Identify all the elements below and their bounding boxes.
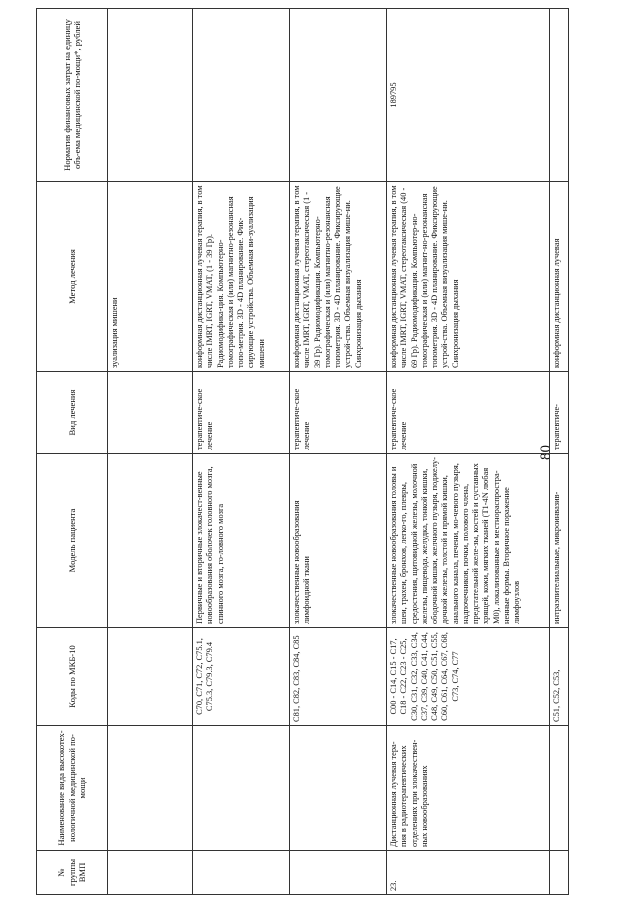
cell-name (108, 726, 193, 851)
cell-name (550, 726, 569, 851)
header-codes: Коды по МКБ-10 (37, 628, 108, 726)
cell-type: терапевтиче- (550, 372, 569, 454)
cell-type: терапевтиче-ское лечение (290, 372, 387, 454)
table-row (290, 9, 387, 895)
cell-codes (108, 628, 193, 726)
cell-name: Дистанционная лучевая тера-пия в радиотерапевтических отделениях при злокачествен-ных новообразованиях (387, 726, 550, 851)
cell-codes: C81, C82, C83, C84, C85 (290, 628, 387, 726)
header-method: Метод лечения (37, 182, 108, 372)
header-row (37, 9, 108, 895)
cell-method: конформная дистанционная лучевая терапия, в том числе IMRT, IGRT, VMAT, (1 - 39 Гр). Радиомодифика-ция. Компьютерно-томографическая и (или) магнитно-резонансная топо-метрия. 3D - 4D планирование. Фик-сирующие устройства. Объемная ви-зуализация мишени (193, 182, 290, 372)
cell-cost (290, 9, 387, 182)
cell-method: конформная дистанционная лучевая терапия, в том числе IMRT, IGRT, VMAT, стереотаксическая (40 - 69 Гр). Радиомодификация. Компьютер-но-томографическая и (или) магнит-но-резонансная топометрия. 3D - 4D планирование. Фиксирующие устрой-ства. Объемная визуализация мише-ни. Синхронизация дыхания (387, 182, 550, 372)
cell-codes: C51, C52, C53, (550, 628, 569, 726)
cell-method: зуализация мишени (108, 182, 193, 372)
table-row (193, 9, 290, 895)
cell-group: 23. (387, 851, 550, 895)
cell-group (108, 851, 193, 895)
cell-cost (193, 9, 290, 182)
cell-method: конформная дистанционная лучевая (550, 182, 569, 372)
page-number: 80 (538, 445, 554, 460)
cell-model: злокачественные новообразования лимфоидной ткани (290, 454, 387, 628)
cell-model (108, 454, 193, 628)
cell-model: Первичные и вторичные злокачест-венные новообразования оболочек головного мозга, спинного мозга, го-ловного мозга (193, 454, 290, 628)
cell-name (290, 726, 387, 851)
header-name: Наименование вида высокотех-нологичной медицинской по-мощи (37, 726, 108, 851)
cell-model: интраэпителиальные, микроинвазив- (550, 454, 569, 628)
cell-codes: C70, C71, C72, C75.1, C75.3, C79.3, C79.4 (193, 628, 290, 726)
cell-cost (108, 9, 193, 182)
cell-model: злокачественные новообразования головы и шеи, трахеи, бронхов, легко-го, плевры, средостения, щитовидной железы, молочной железы, пищевода, желудка, тонкой кишки, ободочной кишки, желчного пузыря, поджелу-дочной железы, толстой и прямой кишки, анального канала, печени, мо-чевого пузыря, надпочечников, почки, полового члена, предстательной желе-зы, костей и суставных хрящей, кожи, мягких тканей (T1-4N любая M0), локализованные и местнораспростра-ненные формы. Вторичное поражение лимфоузлов (387, 454, 550, 628)
cell-codes: C00 - C14, C15 - C17, C18 - C22, C23 - C25, C30, C31, C32, C33, C34, C37, C39, C40, C41, C44, C48, C49, C50, C51, C55, C60, C61, C64, C67, C68, C73, C74, C77 (387, 628, 550, 726)
header-model: Модель пациента (37, 454, 108, 628)
cell-type: терапевтиче-ское лечение (387, 372, 550, 454)
cell-cost (550, 9, 569, 182)
table-row (550, 9, 569, 895)
header-type: Вид лечения (37, 372, 108, 454)
table-row (387, 9, 550, 895)
vmp-table (36, 8, 569, 895)
cell-method: конформная дистанционная лучевая терапия, в том числе IMRT, IGRT, VMAT, стереотаксическая (1 - 39 Гр). Радиомодификация. Компьютерно-томографическая и (или) магнитно-резонансная топометрия. 3D - 4D планирование. Фиксирующие устрой-ства. Объемная визуализация мише-ни. Синхронизация дыхания (290, 182, 387, 372)
header-cost: Норматив финансовых затрат на единицу объ-ема медицинской по-мощи*, рублей (37, 9, 108, 182)
cell-type: терапевтиче-ское лечение (193, 372, 290, 454)
cell-cost: 189795 (387, 9, 550, 182)
cell-group (550, 851, 569, 895)
cell-group (290, 851, 387, 895)
cell-type (108, 372, 193, 454)
header-group: № группы ВМП (37, 851, 108, 895)
cell-name (193, 726, 290, 851)
cell-group (193, 851, 290, 895)
table-row (108, 9, 193, 895)
